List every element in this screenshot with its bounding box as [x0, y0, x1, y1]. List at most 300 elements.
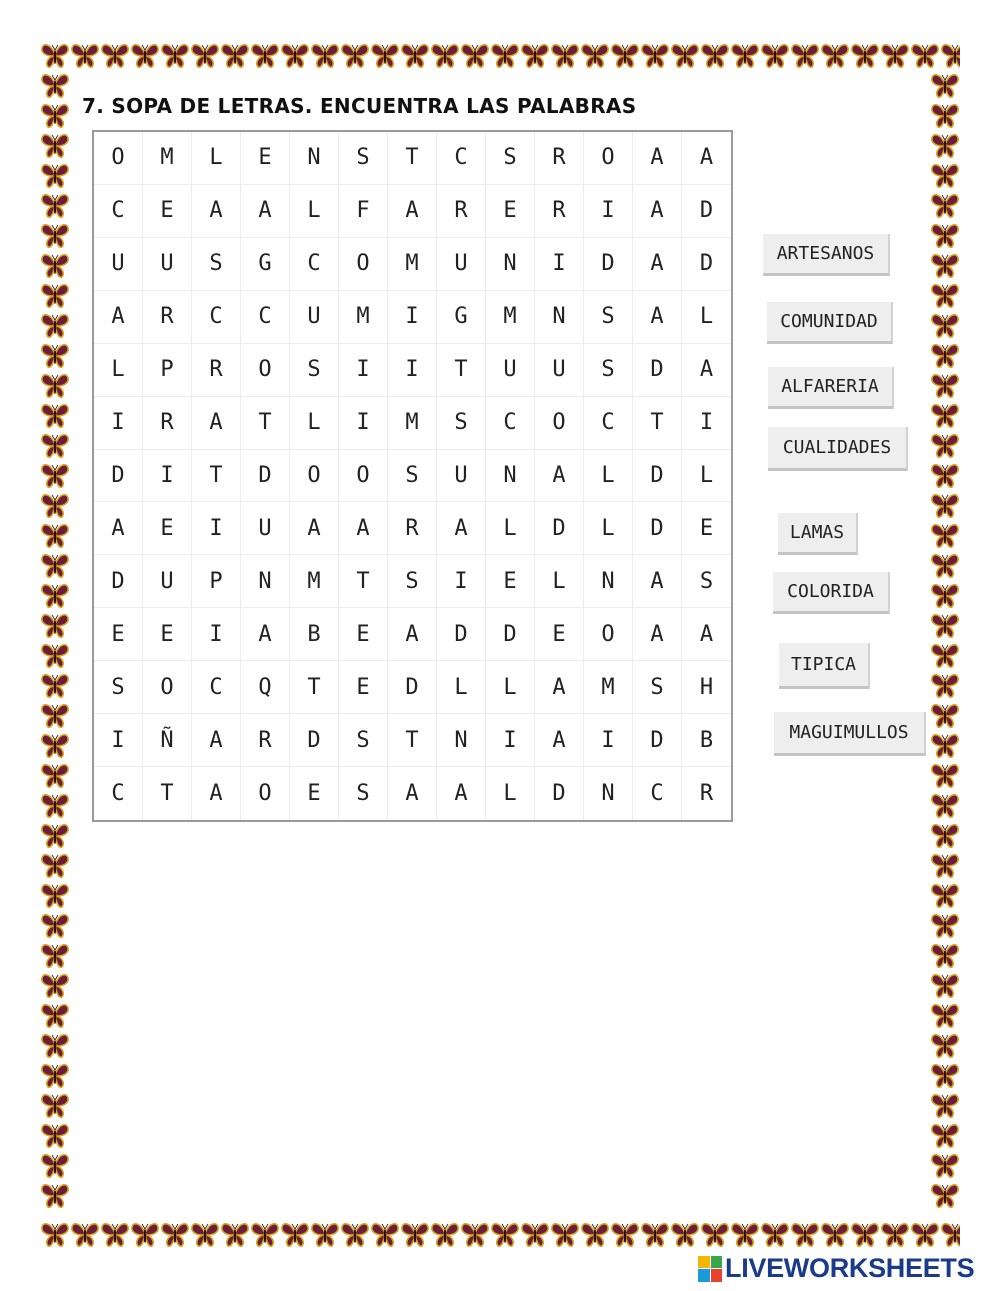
- grid-cell[interactable]: E: [339, 661, 388, 714]
- grid-cell[interactable]: S: [339, 767, 388, 820]
- grid-cell[interactable]: I: [682, 397, 731, 450]
- grid-cell[interactable]: O: [290, 450, 339, 503]
- butterfly-icon: [310, 1219, 340, 1249]
- butterfly-icon: [40, 370, 70, 400]
- grid-cell[interactable]: M: [388, 238, 437, 291]
- butterfly-icon: [40, 460, 70, 490]
- grid-cell[interactable]: E: [143, 185, 192, 238]
- grid-cell[interactable]: O: [94, 132, 143, 185]
- grid-cell[interactable]: R: [143, 397, 192, 450]
- grid-cell[interactable]: S: [682, 555, 731, 608]
- grid-cell[interactable]: L: [437, 661, 486, 714]
- butterfly-icon: [40, 1090, 70, 1120]
- grid-cell[interactable]: N: [290, 132, 339, 185]
- liveworksheets-logo: [698, 1253, 974, 1284]
- butterfly-icon: [40, 340, 70, 370]
- butterfly-icon: [580, 1219, 610, 1249]
- grid-cell[interactable]: L: [682, 291, 731, 344]
- butterfly-border-right: [930, 70, 960, 1219]
- word-comunidad[interactable]: COMUNIDAD: [767, 302, 893, 344]
- grid-cell[interactable]: I: [486, 714, 535, 767]
- grid-cell[interactable]: A: [633, 291, 682, 344]
- grid-cell[interactable]: D: [682, 185, 731, 238]
- grid-cell[interactable]: A: [192, 714, 241, 767]
- butterfly-icon: [930, 700, 960, 730]
- butterfly-icon: [520, 1219, 550, 1249]
- grid-cell[interactable]: A: [535, 450, 584, 503]
- grid-cell[interactable]: C: [584, 397, 633, 450]
- butterfly-icon: [930, 340, 960, 370]
- grid-cell[interactable]: I: [339, 344, 388, 397]
- butterfly-icon: [930, 880, 960, 910]
- grid-cell[interactable]: S: [437, 397, 486, 450]
- grid-cell[interactable]: O: [143, 661, 192, 714]
- butterfly-icon: [40, 220, 70, 250]
- butterfly-icon: [40, 910, 70, 940]
- grid-cell[interactable]: M: [339, 291, 388, 344]
- grid-cell[interactable]: E: [94, 608, 143, 661]
- grid-cell[interactable]: A: [290, 502, 339, 555]
- grid-cell[interactable]: O: [339, 450, 388, 503]
- butterfly-icon: [930, 640, 960, 670]
- butterfly-icon: [880, 40, 910, 70]
- butterfly-icon: [40, 1180, 70, 1210]
- butterfly-icon: [930, 220, 960, 250]
- word-cualidades[interactable]: CUALIDADES: [768, 427, 908, 471]
- butterfly-icon: [930, 70, 960, 100]
- grid-cell[interactable]: S: [94, 661, 143, 714]
- grid-cell[interactable]: U: [437, 450, 486, 503]
- grid-cell[interactable]: R: [437, 185, 486, 238]
- grid-cell[interactable]: G: [241, 238, 290, 291]
- butterfly-icon: [930, 1120, 960, 1150]
- grid-cell[interactable]: C: [94, 185, 143, 238]
- grid-cell[interactable]: N: [584, 555, 633, 608]
- grid-cell[interactable]: F: [339, 185, 388, 238]
- butterfly-icon: [40, 1060, 70, 1090]
- grid-cell[interactable]: L: [584, 502, 633, 555]
- grid-cell[interactable]: T: [290, 661, 339, 714]
- grid-cell[interactable]: N: [437, 714, 486, 767]
- grid-cell[interactable]: I: [94, 397, 143, 450]
- grid-cell[interactable]: E: [241, 132, 290, 185]
- grid-cell[interactable]: D: [290, 714, 339, 767]
- grid-cell[interactable]: I: [339, 397, 388, 450]
- grid-cell[interactable]: C: [486, 397, 535, 450]
- grid-cell[interactable]: A: [192, 185, 241, 238]
- butterfly-icon: [820, 40, 850, 70]
- grid-cell[interactable]: U: [143, 555, 192, 608]
- grid-cell[interactable]: C: [94, 767, 143, 820]
- butterfly-icon: [40, 850, 70, 880]
- butterfly-icon: [930, 250, 960, 280]
- butterfly-icon: [100, 40, 130, 70]
- grid-cell[interactable]: S: [192, 238, 241, 291]
- grid-cell[interactable]: O: [584, 608, 633, 661]
- grid-cell[interactable]: A: [633, 185, 682, 238]
- butterfly-icon: [40, 430, 70, 460]
- grid-cell[interactable]: D: [584, 238, 633, 291]
- grid-cell[interactable]: M: [143, 132, 192, 185]
- grid-cell[interactable]: C: [192, 661, 241, 714]
- grid-cell[interactable]: A: [94, 502, 143, 555]
- butterfly-icon: [930, 400, 960, 430]
- grid-cell[interactable]: R: [535, 185, 584, 238]
- butterfly-icon: [40, 610, 70, 640]
- butterfly-icon: [930, 790, 960, 820]
- grid-cell[interactable]: D: [94, 555, 143, 608]
- butterfly-icon: [520, 40, 550, 70]
- grid-cell[interactable]: A: [437, 502, 486, 555]
- butterfly-icon: [930, 910, 960, 940]
- grid-cell[interactable]: U: [486, 344, 535, 397]
- grid-cell[interactable]: E: [143, 608, 192, 661]
- grid-cell[interactable]: D: [682, 238, 731, 291]
- grid-cell[interactable]: D: [437, 608, 486, 661]
- grid-cell[interactable]: E: [143, 502, 192, 555]
- butterfly-icon: [40, 670, 70, 700]
- word-alfareria[interactable]: ALFARERIA: [768, 367, 894, 409]
- butterfly-icon: [340, 40, 370, 70]
- butterfly-icon: [930, 190, 960, 220]
- grid-cell[interactable]: G: [437, 291, 486, 344]
- grid-cell[interactable]: M: [584, 661, 633, 714]
- butterfly-icon: [670, 1219, 700, 1249]
- butterfly-icon: [400, 40, 430, 70]
- grid-cell[interactable]: D: [633, 344, 682, 397]
- grid-cell[interactable]: R: [388, 502, 437, 555]
- grid-cell[interactable]: I: [143, 450, 192, 503]
- butterfly-icon: [640, 1219, 670, 1249]
- butterfly-icon: [40, 1219, 70, 1249]
- grid-cell[interactable]: E: [682, 502, 731, 555]
- grid-cell[interactable]: L: [192, 132, 241, 185]
- butterfly-icon: [70, 40, 100, 70]
- butterfly-icon: [930, 730, 960, 760]
- butterfly-icon: [430, 40, 460, 70]
- butterfly-icon: [580, 40, 610, 70]
- grid-cell[interactable]: S: [388, 450, 437, 503]
- butterfly-icon: [190, 40, 220, 70]
- grid-cell[interactable]: A: [633, 238, 682, 291]
- butterfly-icon: [40, 40, 70, 70]
- butterfly-icon: [160, 40, 190, 70]
- butterfly-icon: [930, 940, 960, 970]
- worksheet-title: 7. SOPA DE LETRAS. ENCUENTRA LAS PALABRAS: [82, 94, 637, 118]
- grid-cell[interactable]: S: [584, 291, 633, 344]
- grid-cell[interactable]: C: [192, 291, 241, 344]
- grid-cell[interactable]: M: [290, 555, 339, 608]
- butterfly-icon: [760, 40, 790, 70]
- butterfly-border-left: [40, 70, 70, 1219]
- grid-cell[interactable]: A: [633, 555, 682, 608]
- butterfly-icon: [760, 1219, 790, 1249]
- grid-cell[interactable]: O: [535, 397, 584, 450]
- butterfly-icon: [550, 40, 580, 70]
- butterfly-icon: [40, 310, 70, 340]
- grid-cell[interactable]: D: [633, 502, 682, 555]
- word-artesanos[interactable]: ARTESANOS: [763, 234, 890, 276]
- butterfly-icon: [850, 1219, 880, 1249]
- butterfly-icon: [40, 730, 70, 760]
- grid-cell[interactable]: S: [633, 661, 682, 714]
- butterfly-icon: [910, 40, 940, 70]
- grid-cell[interactable]: U: [437, 238, 486, 291]
- butterfly-icon: [40, 160, 70, 190]
- grid-cell[interactable]: N: [486, 450, 535, 503]
- butterfly-icon: [930, 610, 960, 640]
- word-lamas[interactable]: LAMAS: [778, 513, 858, 555]
- butterfly-icon: [250, 40, 280, 70]
- butterfly-icon: [220, 1219, 250, 1249]
- butterfly-icon: [850, 40, 880, 70]
- grid-cell[interactable]: D: [535, 767, 584, 820]
- butterfly-icon: [930, 1090, 960, 1120]
- grid-cell[interactable]: A: [241, 185, 290, 238]
- butterfly-icon: [130, 1219, 160, 1249]
- butterfly-icon: [490, 40, 520, 70]
- grid-cell[interactable]: B: [682, 714, 731, 767]
- butterfly-icon: [930, 370, 960, 400]
- grid-cell[interactable]: E: [486, 555, 535, 608]
- butterfly-icon: [700, 1219, 730, 1249]
- butterfly-icon: [930, 1150, 960, 1180]
- grid-cell[interactable]: C: [633, 767, 682, 820]
- grid-cell[interactable]: A: [437, 767, 486, 820]
- grid-cell[interactable]: O: [584, 132, 633, 185]
- grid-cell[interactable]: U: [290, 291, 339, 344]
- grid-cell[interactable]: E: [535, 608, 584, 661]
- grid-cell[interactable]: T: [633, 397, 682, 450]
- grid-cell[interactable]: T: [241, 397, 290, 450]
- grid-cell[interactable]: I: [437, 555, 486, 608]
- butterfly-icon: [930, 580, 960, 610]
- butterfly-icon: [40, 1030, 70, 1060]
- grid-cell[interactable]: O: [241, 767, 290, 820]
- grid-cell[interactable]: M: [486, 291, 535, 344]
- grid-cell[interactable]: D: [633, 714, 682, 767]
- butterfly-icon: [910, 1219, 940, 1249]
- grid-cell[interactable]: I: [192, 608, 241, 661]
- butterfly-icon: [930, 490, 960, 520]
- butterfly-icon: [930, 460, 960, 490]
- word-colorida[interactable]: COLORIDA: [773, 572, 890, 614]
- grid-cell[interactable]: I: [584, 185, 633, 238]
- grid-cell[interactable]: P: [192, 555, 241, 608]
- butterfly-icon: [930, 1030, 960, 1060]
- grid-cell[interactable]: A: [94, 291, 143, 344]
- butterfly-icon: [610, 40, 640, 70]
- grid-cell[interactable]: R: [699, 781, 714, 807]
- grid-cell[interactable]: L: [486, 502, 535, 555]
- grid-cell[interactable]: C: [437, 132, 486, 185]
- grid-cell[interactable]: B: [290, 608, 339, 661]
- grid-cell[interactable]: U: [94, 238, 143, 291]
- butterfly-icon: [400, 1219, 430, 1249]
- grid-cell[interactable]: D: [388, 661, 437, 714]
- grid-cell[interactable]: L: [290, 397, 339, 450]
- grid-cell[interactable]: L: [682, 450, 731, 503]
- grid-cell[interactable]: A: [241, 608, 290, 661]
- butterfly-icon: [340, 1219, 370, 1249]
- grid-cell[interactable]: D: [94, 450, 143, 503]
- grid-cell[interactable]: I: [388, 344, 437, 397]
- butterfly-icon: [250, 1219, 280, 1249]
- grid-cell[interactable]: A: [388, 608, 437, 661]
- butterfly-icon: [40, 1000, 70, 1030]
- butterfly-icon: [930, 520, 960, 550]
- butterfly-icon: [820, 1219, 850, 1249]
- butterfly-icon: [610, 1219, 640, 1249]
- butterfly-icon: [930, 310, 960, 340]
- butterfly-icon: [930, 760, 960, 790]
- butterfly-icon: [670, 40, 700, 70]
- grid-cell[interactable]: N: [241, 555, 290, 608]
- butterfly-icon: [40, 130, 70, 160]
- grid-cell[interactable]: L: [584, 450, 633, 503]
- grid-cell[interactable]: R: [192, 344, 241, 397]
- grid-cell[interactable]: U: [241, 502, 290, 555]
- grid-cell[interactable]: L: [535, 555, 584, 608]
- grid-cell[interactable]: E: [290, 767, 339, 820]
- butterfly-icon: [40, 550, 70, 580]
- grid-cell[interactable]: A: [682, 132, 731, 185]
- butterfly-icon: [930, 970, 960, 1000]
- grid-cell[interactable]: P: [143, 344, 192, 397]
- grid-cell[interactable]: U: [535, 344, 584, 397]
- grid-cell[interactable]: C: [241, 291, 290, 344]
- butterfly-icon: [40, 250, 70, 280]
- grid-cell[interactable]: A: [682, 344, 731, 397]
- grid-cell[interactable]: A: [192, 397, 241, 450]
- grid-cell[interactable]: R: [241, 714, 290, 767]
- butterfly-icon: [40, 700, 70, 730]
- grid-cell[interactable]: A: [192, 767, 241, 820]
- butterfly-icon: [70, 1219, 100, 1249]
- grid-cell[interactable]: T: [388, 132, 437, 185]
- butterfly-icon: [930, 1180, 960, 1210]
- grid-cell[interactable]: I: [584, 714, 633, 767]
- butterfly-icon: [40, 190, 70, 220]
- butterfly-icon: [490, 1219, 520, 1249]
- word-search-grid[interactable]: [92, 130, 733, 822]
- grid-cell[interactable]: A: [682, 608, 731, 661]
- butterfly-icon: [880, 1219, 910, 1249]
- grid-cell[interactable]: N: [486, 238, 535, 291]
- grid-cell[interactable]: Ñ: [143, 714, 192, 767]
- grid-cell[interactable]: A: [633, 132, 682, 185]
- grid-cell[interactable]: Q: [241, 661, 290, 714]
- word-tipica[interactable]: TIPICA: [779, 643, 870, 689]
- butterfly-icon: [940, 40, 960, 70]
- butterfly-icon: [930, 430, 960, 460]
- butterfly-icon: [930, 280, 960, 310]
- grid-cell[interactable]: A: [388, 185, 437, 238]
- grid-cell[interactable]: O: [241, 344, 290, 397]
- grid-cell[interactable]: E: [486, 185, 535, 238]
- butterfly-border-bottom: [40, 1219, 960, 1249]
- butterfly-icon: [930, 1060, 960, 1090]
- butterfly-icon: [930, 160, 960, 190]
- grid-cell[interactable]: A: [633, 608, 682, 661]
- grid-cell[interactable]: S: [584, 344, 633, 397]
- grid-cell[interactable]: T: [437, 344, 486, 397]
- grid-cell[interactable]: N: [535, 291, 584, 344]
- butterfly-icon: [280, 1219, 310, 1249]
- butterfly-icon: [160, 1219, 190, 1249]
- butterfly-icon: [40, 820, 70, 850]
- grid-cell[interactable]: S: [388, 555, 437, 608]
- grid-cell[interactable]: T: [388, 714, 437, 767]
- grid-cell[interactable]: R: [143, 291, 192, 344]
- grid-cell[interactable]: A: [535, 661, 584, 714]
- grid-cell[interactable]: R: [535, 132, 584, 185]
- grid-cell[interactable]: D: [535, 502, 584, 555]
- butterfly-icon: [370, 1219, 400, 1249]
- grid-cell[interactable]: I: [94, 714, 143, 767]
- grid-cell[interactable]: D: [633, 450, 682, 503]
- grid-cell[interactable]: T: [339, 555, 388, 608]
- grid-cell[interactable]: L: [290, 185, 339, 238]
- butterfly-icon: [40, 100, 70, 130]
- grid-cell[interactable]: C: [290, 238, 339, 291]
- grid-cell[interactable]: I: [388, 291, 437, 344]
- grid-cell[interactable]: A: [388, 767, 437, 820]
- grid-cell[interactable]: S: [339, 132, 388, 185]
- word-maguimullos[interactable]: MAGUIMULLOS: [774, 712, 926, 756]
- butterfly-icon: [930, 670, 960, 700]
- grid-cell[interactable]: T: [192, 450, 241, 503]
- butterfly-icon: [930, 100, 960, 130]
- butterfly-icon: [40, 790, 70, 820]
- grid-cell[interactable]: E: [339, 608, 388, 661]
- grid-cell[interactable]: I: [192, 502, 241, 555]
- grid-cell[interactable]: I: [535, 238, 584, 291]
- grid-cell[interactable]: U: [143, 238, 192, 291]
- grid-cell[interactable]: D: [241, 450, 290, 503]
- grid-cell[interactable]: M: [388, 397, 437, 450]
- grid-cell[interactable]: S: [486, 132, 535, 185]
- butterfly-icon: [40, 1150, 70, 1180]
- butterfly-icon: [930, 1000, 960, 1030]
- grid-cell[interactable]: O: [339, 238, 388, 291]
- butterfly-icon: [40, 520, 70, 550]
- liveworksheets-logo-icon: [698, 1256, 722, 1282]
- butterfly-icon: [790, 1219, 820, 1249]
- grid-cell[interactable]: N: [584, 767, 633, 820]
- butterfly-icon: [40, 1120, 70, 1150]
- liveworksheets-logo-text: LIVEWORKSHEETS: [725, 1253, 975, 1283]
- butterfly-icon: [40, 490, 70, 520]
- grid-cell[interactable]: S: [290, 344, 339, 397]
- butterfly-icon: [100, 1219, 130, 1249]
- grid-cell[interactable]: H: [682, 661, 731, 714]
- grid-cell[interactable]: L: [486, 767, 535, 820]
- grid-cell[interactable]: A: [535, 714, 584, 767]
- grid-cell[interactable]: A: [339, 502, 388, 555]
- butterfly-icon: [310, 40, 340, 70]
- grid-cell[interactable]: L: [94, 344, 143, 397]
- grid-cell[interactable]: D: [486, 608, 535, 661]
- grid-cell[interactable]: S: [339, 714, 388, 767]
- butterfly-icon: [700, 40, 730, 70]
- butterfly-icon: [930, 550, 960, 580]
- butterfly-icon: [370, 40, 400, 70]
- butterfly-icon: [940, 1219, 960, 1249]
- grid-cell[interactable]: T: [143, 767, 192, 820]
- butterfly-icon: [220, 40, 250, 70]
- grid-cell[interactable]: L: [486, 661, 535, 714]
